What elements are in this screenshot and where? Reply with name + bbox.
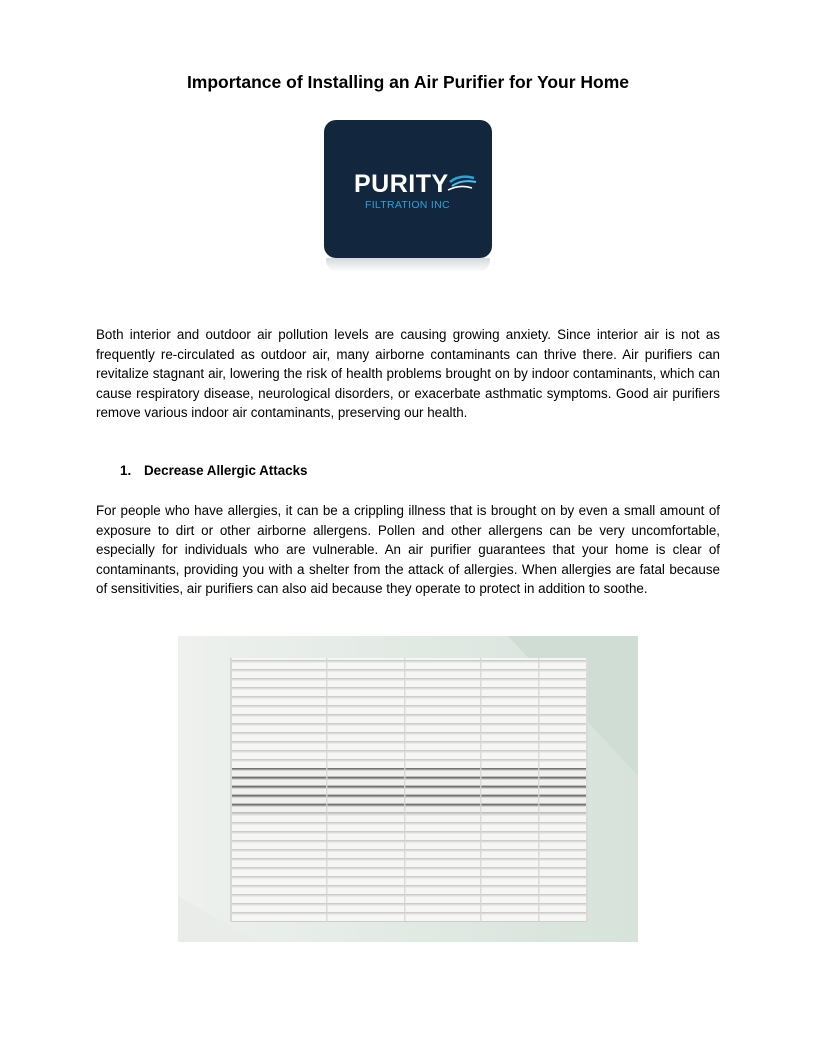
section-paragraph: For people who have allergies, it can be a crippling illness that is brought on by even a small amount of exposure to dirt or other airborne allergens. Pollen and other allergens can be very uncomfortable, especially for individuals who are vulnerable. An air purifier guarantees that your home is clear of contaminants, providing you with a shelter from the attack of allergies. When allergies are fatal because of sensitivities, air purifiers can also aid because they operate to protect in addition to soothe.: [96, 503, 720, 597]
company-logo: [324, 120, 492, 270]
intro-paragraph: Both interior and outdoor air pollution levels are causing growing anxiety. Since interior air is not as frequently re-circulated as outdoor air, many airborne contaminants can thrive there. Air purifiers can revitalize stagnant air, lowering the risk of health problems brought on by indoor contaminants, which can cause respiratory disease, neurological disorders, or exacerbate asthmatic symptoms. Good air purifiers remove various indoor air contaminants, preserving our health.: [96, 327, 720, 421]
logo-reflection: [326, 258, 490, 272]
wave-icon: [448, 186, 472, 190]
wave-icon: [452, 181, 476, 186]
logo-wordmark: PURITY: [354, 170, 449, 198]
section-heading: [120, 463, 308, 478]
logo-graphic: [324, 120, 492, 258]
section-number: 1.: [120, 463, 132, 478]
air-filter-image: [178, 636, 638, 942]
section-heading-text: Decrease Allergic Attacks: [144, 463, 308, 478]
logo-subtitle: FILTRATION INC: [365, 199, 450, 211]
logo-background: [324, 120, 492, 258]
air-filter-photo: [178, 636, 638, 942]
document-title: Importance of Installing an Air Purifier for Your Home: [186, 72, 630, 92]
